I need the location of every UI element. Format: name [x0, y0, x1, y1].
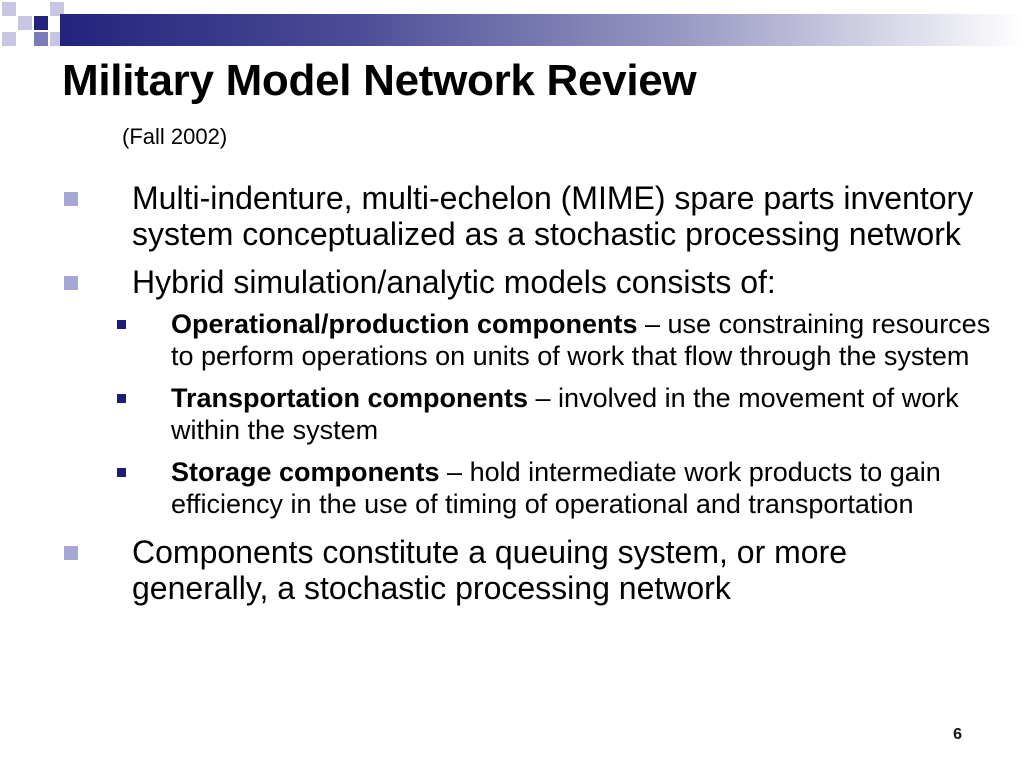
sub-bullet-term: Transportation components [171, 383, 529, 413]
bullet-text: Multi-indenture, multi-echelon (MIME) spare parts inventory system conceptualized as a stochastic processing network [132, 180, 974, 252]
header-gradient-bar [60, 14, 1024, 46]
sub-bullet-term: Storage components [171, 457, 440, 487]
sub-bullet-item [0, 308, 1024, 372]
decor-square [18, 16, 32, 30]
bullet-text: Hybrid simulation/analytic models consists of: [132, 264, 776, 300]
slide-subtitle: (Fall 2002) [122, 124, 228, 149]
sub-bullet-text: – use constraining resources to perform operations on units of work that flow through the system [171, 309, 991, 371]
slide-title: Military Model Network Review [62, 56, 697, 105]
sub-bullet-item [0, 456, 1024, 520]
bullet-item [0, 534, 1024, 606]
bullet-item [0, 180, 1024, 252]
sub-bullet-item [0, 382, 1024, 446]
page-number: 6 [953, 726, 962, 743]
decor-square [2, 32, 16, 46]
sub-bullet-term: Operational/production components [171, 309, 638, 339]
sub-bullet-text: – hold intermediate work products to gain efficiency in the use of timing of operational and transportation [171, 457, 941, 519]
small-square-bullet-icon [117, 468, 126, 477]
sub-bullet-text: – involved in the movement of work within the system [171, 383, 959, 445]
slide-body [0, 180, 1024, 618]
bullet-item [0, 264, 1024, 300]
square-bullet-icon [64, 276, 78, 290]
decor-square [34, 32, 48, 46]
bullet-text: Components constitute a queuing system, or more generally, a stochastic processing network [132, 534, 848, 606]
decor-square [34, 16, 48, 30]
square-bullet-icon [64, 546, 78, 560]
decor-square [2, 2, 16, 16]
small-square-bullet-icon [117, 320, 126, 329]
square-bullet-icon [64, 192, 78, 206]
small-square-bullet-icon [117, 394, 126, 403]
